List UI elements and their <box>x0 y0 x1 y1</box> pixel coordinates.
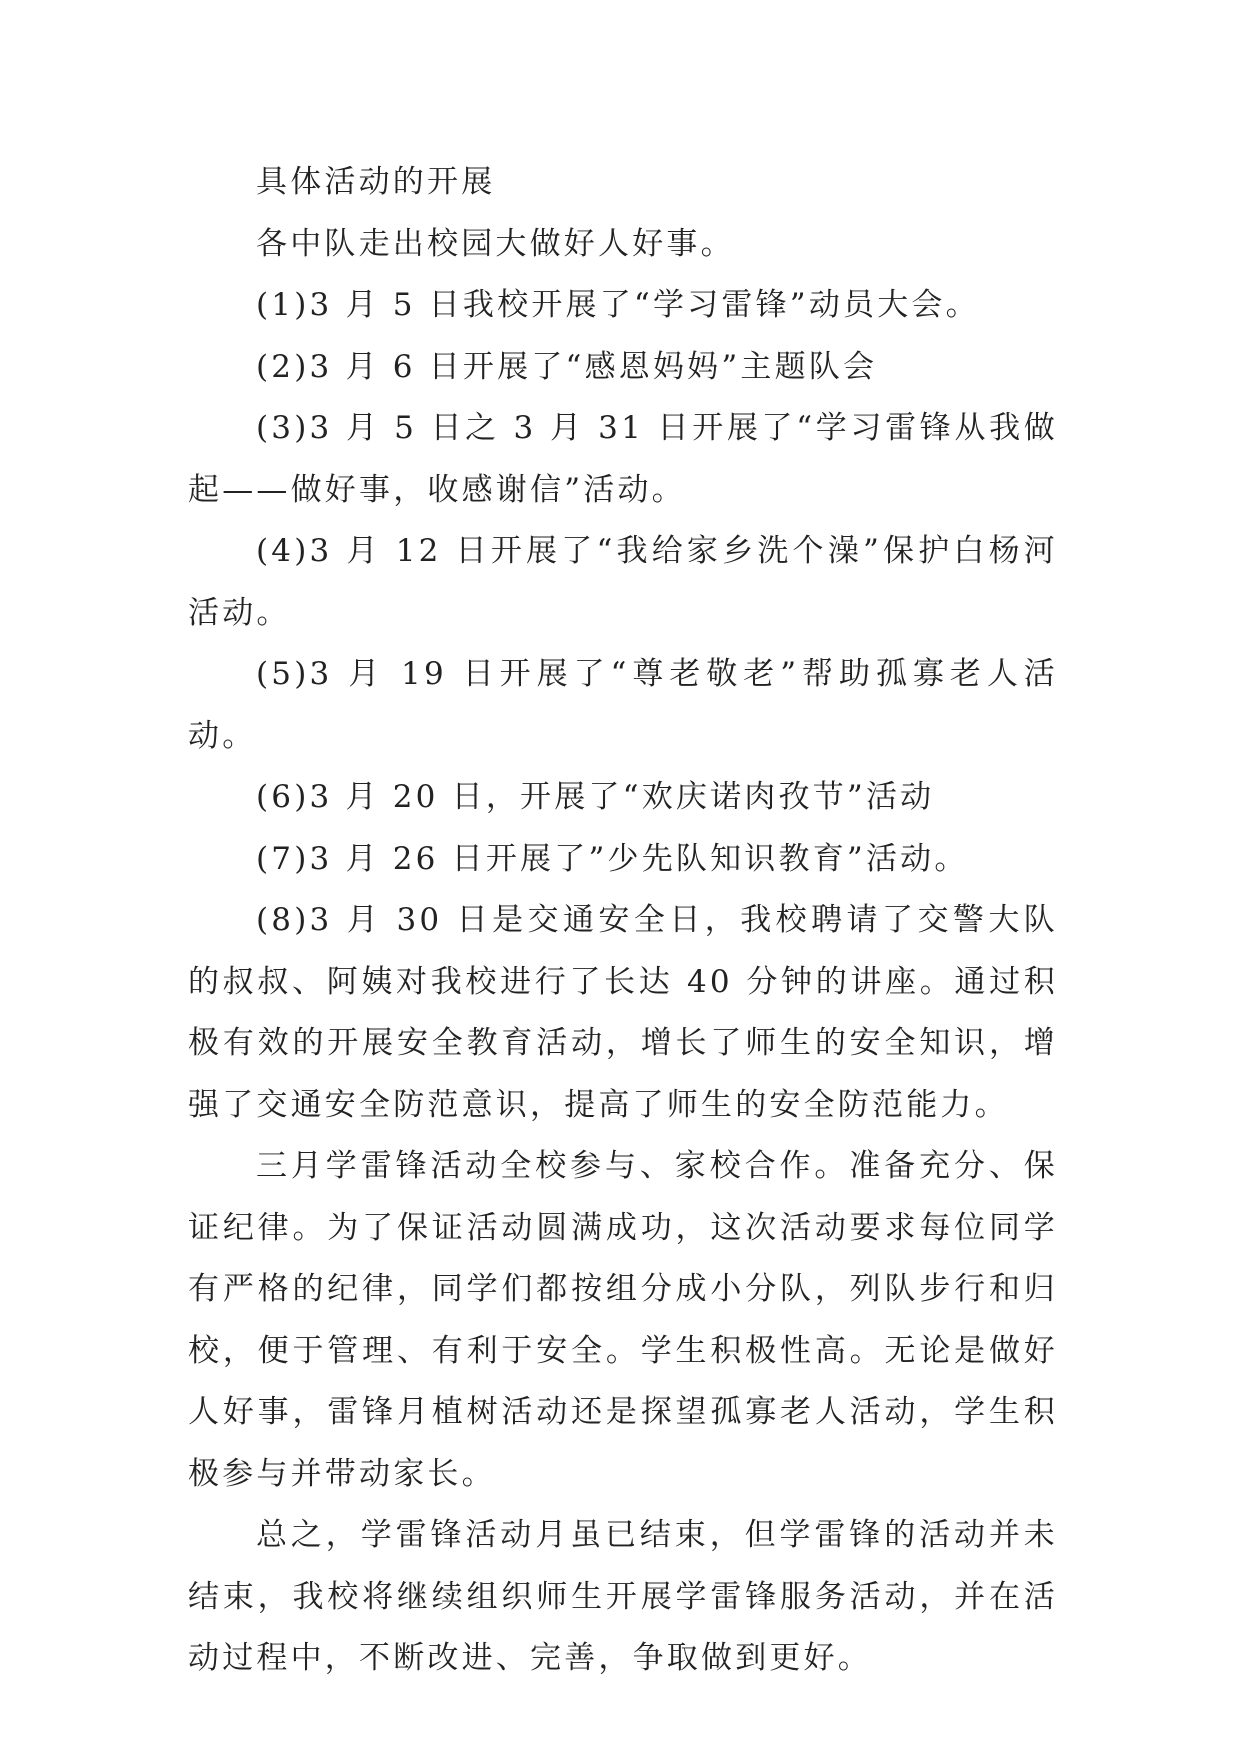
list-item-7: (7)3 月 26 日开展了”少先队知识教育”活动。 <box>256 840 969 877</box>
conclusion-paragraph: 总之，学雷锋活动月虽已结束，但学雷锋的活动并未结束，我校将继续组织师生开展学雷锋服务活动，并在活动过程中，不断改进、完善，争取做到更好。 <box>188 1517 1058 1676</box>
list-item-3: (3)3 月 5 日之 3 月 31 日开展了“学习雷锋从我做起——做好事，收感谢信”活动。 <box>188 410 1058 508</box>
list-item-1: (1)3 月 5 日我校开展了“学习雷锋”动员大会。 <box>256 287 980 323</box>
list-item-5: (5)3 月 19 日开展了“尊老敬老”帮助孤寡老人活动。 <box>188 656 1058 754</box>
paragraph: 各中队走出校园大做好人好事。 <box>256 225 735 262</box>
list-item-8: (8)3 月 30 日是交通安全日，我校聘请了交警大队的叔叔、阿姨对我校进行了长达 40 分钟的讲座。通过积极有效的开展安全教育活动，增长了师生的安全知识，增强了交通安全防范意识，提高了师生的安全防范能力。 <box>188 902 1058 1123</box>
paragraph: 三月学雷锋活动全校参与、家校合作。准备充分、保证纪律。为了保证活动圆满成功，这次活动要求每位同学有严格的纪律，同学们都按组分成小分队，列队步行和归校，便于管理、有利于安全。学生积极性高。无论是做好人好事，雷锋月植树活动还是探望孤寡老人活动，学生积极参与并带动家长。 <box>188 1148 1058 1492</box>
list-item-2: (2)3 月 6 日开展了“感恩妈妈”主题队会 <box>256 348 878 385</box>
section-heading: 具体活动的开展 <box>256 164 496 200</box>
document-body <box>188 152 1058 1690</box>
list-item-6: (6)3 月 20 日，开展了“欢庆诺肉孜节”活动 <box>256 779 935 815</box>
list-item-4: (4)3 月 12 日开展了“我给家乡洗个澡”保护白杨河活动。 <box>188 533 1058 631</box>
